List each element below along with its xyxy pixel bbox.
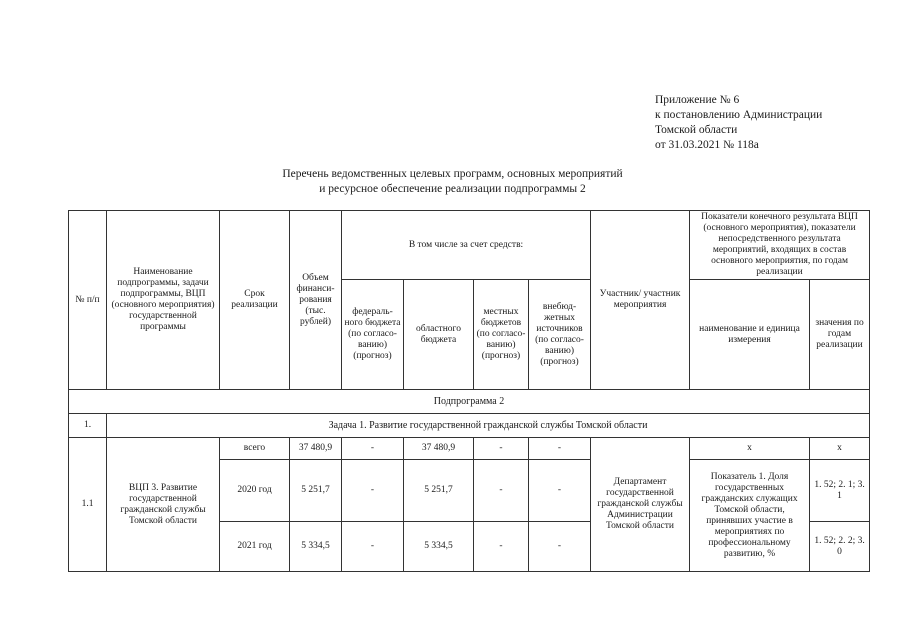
- row-extra: -: [529, 438, 591, 460]
- header-federal: федераль-ного бюджета (по согласо-ванию) (прогноз): [342, 280, 404, 390]
- row-federal: -: [342, 522, 404, 572]
- row-volume: 37 480,9: [290, 438, 342, 460]
- row-volume: 5 251,7: [290, 460, 342, 522]
- row-regional: 5 251,7: [404, 460, 474, 522]
- title-line-1: Перечень ведомственных целевых программ, основных мероприятий: [282, 168, 623, 180]
- title-line-2: и ресурсное обеспечение реализации подпрограммы 2: [319, 183, 586, 195]
- row-federal: -: [342, 438, 404, 460]
- row-indicator-values: 1. 52; 2. 2; 3. 0: [810, 522, 870, 572]
- header-name: Наименование подпрограммы, задачи подпрограммы, ВЦП (основного мероприятия) государственной программы: [107, 211, 220, 390]
- header-num: № п/п: [69, 211, 107, 390]
- row-term: 2021 год: [220, 522, 290, 572]
- document-title: [0, 167, 905, 197]
- header-indicators: Показатели конечного результата ВЦП (основного мероприятия), показатели непосредственного результата мероприятий, входящих в состав основного мероприятия, по годам реализации: [690, 211, 870, 280]
- row-regional: 37 480,9: [404, 438, 474, 460]
- row-indicator-values: x: [810, 438, 870, 460]
- row-federal: -: [342, 460, 404, 522]
- row-term: 2020 год: [220, 460, 290, 522]
- vcp-name: ВЦП 3. Развитие государственной гражданской службы Томской области: [107, 438, 220, 572]
- header-volume: Объем финанси-рования (тыс. рублей): [290, 211, 342, 390]
- appendix-line-4: от 31.03.2021 № 118а: [655, 139, 759, 151]
- appendix-line-1: Приложение № 6: [655, 94, 740, 106]
- vcp-participant: Департамент государственной гражданской службы Администрации Томской области: [591, 438, 690, 572]
- program-table: [68, 210, 870, 572]
- header-term: Срок реализации: [220, 211, 290, 390]
- row-indicator-values: 1. 52; 2. 1; 3. 1: [810, 460, 870, 522]
- header-sources: В том числе за счет средств:: [342, 211, 591, 280]
- header-indicator-values: значения по годам реализации: [810, 280, 870, 390]
- vcp-indicator: Показатель 1. Доля государственных гражданских служащих Томской области, принявших участие в мероприятиях по профессиональному развитию, %: [690, 460, 810, 572]
- row-local: -: [474, 522, 529, 572]
- subprogram-row: Подпрограмма 2: [69, 390, 870, 414]
- row-indicator-name: x: [690, 438, 810, 460]
- task-text: Задача 1. Развитие государственной гражданской службы Томской области: [107, 414, 870, 438]
- vcp-num: 1.1: [69, 438, 107, 572]
- row-extra: -: [529, 522, 591, 572]
- row-regional: 5 334,5: [404, 522, 474, 572]
- header-regional: областного бюджета: [404, 280, 474, 390]
- header-extra: внебюд-жетных источников (по согласо-ванию) (прогноз): [529, 280, 591, 390]
- appendix-block: [655, 93, 822, 153]
- row-term: всего: [220, 438, 290, 460]
- task-num: 1.: [69, 414, 107, 438]
- appendix-line-2: к постановлению Администрации: [655, 109, 823, 121]
- row-local: -: [474, 438, 529, 460]
- row-extra: -: [529, 460, 591, 522]
- row-volume: 5 334,5: [290, 522, 342, 572]
- header-local: местных бюджетов (по согласо-ванию) (прогноз): [474, 280, 529, 390]
- appendix-line-3: Томской области: [655, 124, 738, 136]
- header-indicator-name: наименование и единица измерения: [690, 280, 810, 390]
- row-local: -: [474, 460, 529, 522]
- header-participant: Участник/ участник мероприятия: [591, 211, 690, 390]
